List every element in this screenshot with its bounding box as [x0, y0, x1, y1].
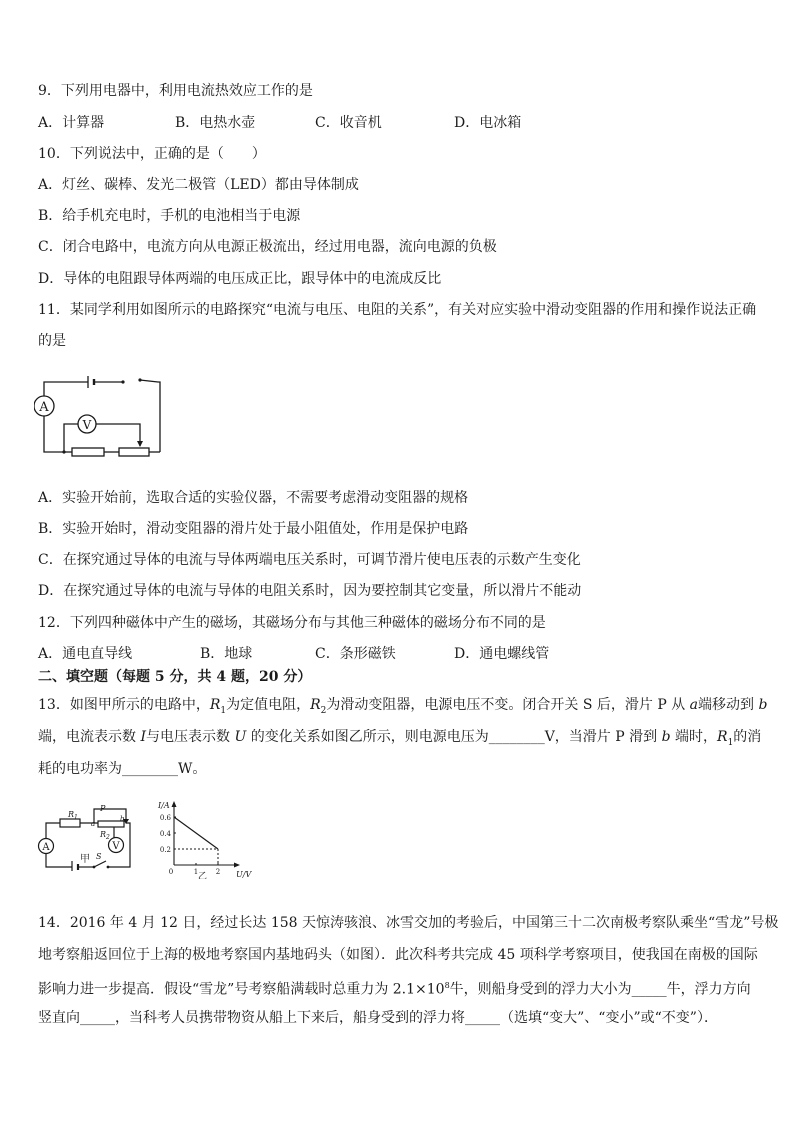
- q9-option-a: A．计算器: [38, 115, 105, 131]
- q13-caption-jia: 甲: [80, 854, 90, 865]
- q13-r2-label: $R_2$: [100, 830, 110, 841]
- q13-graph: [152, 799, 258, 879]
- section-heading: 二、填空题（每题 5 分，共 4 题，20 分）: [38, 669, 312, 685]
- q9-option-b: B．电热水壶: [175, 115, 256, 131]
- q13-stem-line3: 耗的电功率为________W。: [38, 761, 207, 777]
- q11-ammeter-label: A: [39, 400, 49, 415]
- q12-option-a: A．通电直导线: [38, 646, 133, 662]
- q11-stem-line1: 11．某同学利用如图所示的电路探究“电流与电压、电阻的关系”，有关对应实验中滑动变阻器的作用和操作说法正确: [38, 302, 757, 318]
- q11-circuit-diagram: [34, 374, 174, 466]
- q9-stem: 9．下列用电器中，利用电流热效应工作的是: [38, 83, 313, 99]
- graph-ytick-label: 0.4: [159, 830, 171, 838]
- q11-stem-line2: 的是: [38, 333, 66, 349]
- q11-voltmeter-label: V: [82, 418, 92, 432]
- q12-stem: 12．下列四种磁体中产生的磁场，其磁场分布与其他三种磁体的磁场分布不同的是: [38, 615, 546, 631]
- q13-ammeter-label: A: [42, 842, 50, 853]
- q12-option-c: C．条形磁铁: [315, 646, 396, 662]
- q10-option-c: C．闭合电路中，电流方向从电源正极流出，经过用电器，流向电源的负极: [38, 239, 497, 255]
- q13-r1-label: $R_1$: [68, 810, 78, 821]
- graph-xtick-label: 0: [168, 868, 174, 876]
- q10-option-b: B．给手机充电时，手机的电池相当于电源: [38, 208, 301, 224]
- q12-option-d: D．通电螺线管: [454, 646, 550, 662]
- q10-option-a: A．灯丝、碳棒、发光二极管（LED）都由导体制成: [38, 177, 359, 193]
- q14-line1: 14．2016 年 4 月 12 日，经过长达 158 天惊涛骇浪、冰雪交加的考验后，中国第三十二次南极考察队乘坐“雪龙”号极: [38, 915, 779, 931]
- q13-stem-line2: 端，电流表示数 I与电压表示数 U 的变化关系如图乙所示，则电源电压为________V，当滑片 P 滑到 b 端时，$R_1$的消: [38, 729, 762, 748]
- q11-option-c: C．在探究通过导体的电流与导体两端电压关系时，可调节滑片使电压表的示数产生变化: [38, 552, 581, 568]
- graph-xtick-label: 2: [215, 868, 221, 876]
- graph-xtick-label: 1: [193, 868, 199, 876]
- q13-a-label: a: [91, 820, 96, 828]
- q9-option-d: D．电冰箱: [454, 115, 522, 131]
- q13-b-label: b: [120, 815, 125, 823]
- q14-line4: 竖直向_____，当科考人员携带物资从船上下来后，船身受到的浮力将_____（选填“变大”、“变小”或“不变”）．: [38, 1010, 718, 1026]
- q12-option-b: B．地球: [200, 646, 253, 662]
- graph-ytick-label: 0.6: [159, 814, 171, 822]
- q14-line3: 影响力进一步提高．假设“雪龙”号考察船满载时总重力为 $2.1\times 10^8$牛，则船身受到的浮力大小为_____牛，浮力方向: [38, 981, 751, 998]
- q9-option-c: C．收音机: [315, 115, 382, 131]
- q10-option-d: D．导体的电阻跟导体两端的电压成正比，跟导体中的电流成反比: [38, 271, 442, 287]
- q11-option-d: D．在探究通过导体的电流与导体的电阻关系时，因为要控制其它变量，所以滑片不能动: [38, 583, 582, 599]
- q10-stem: 10．下列说法中，正确的是（ ）: [38, 146, 266, 162]
- q13-graph-xlabel: U/V: [236, 870, 252, 879]
- graph-ytick-label: 0.2: [159, 846, 171, 854]
- q13-graph-ylabel: I/A: [158, 801, 170, 810]
- graph-series-line: [174, 817, 218, 849]
- q13-switch-label: S: [96, 852, 102, 861]
- q14-line2: 地考察船返回位于上海的极地考察国内基地码头（如图）．此次科考共完成 45 项科学考察项目，使我国在南极的国际: [38, 947, 758, 963]
- q13-caption-yi: 乙: [198, 872, 208, 879]
- q11-option-a: A．实验开始前，选取合适的实验仪器，不需要考虑滑动变阻器的规格: [38, 490, 469, 506]
- q11-option-b: B．实验开始时，滑动变阻器的滑片处于最小阻值处，作用是保护电路: [38, 521, 469, 537]
- q13-voltmeter-label: V: [112, 841, 120, 852]
- q13-stem-line1: 13．如图甲所示的电路中，$R_1$为定值电阻，$R_2$为滑动变阻器，电源电压不变。闭合开关 S 后，滑片 P 从 a端移动到 b: [38, 697, 768, 716]
- q13-p-label: P: [100, 805, 106, 813]
